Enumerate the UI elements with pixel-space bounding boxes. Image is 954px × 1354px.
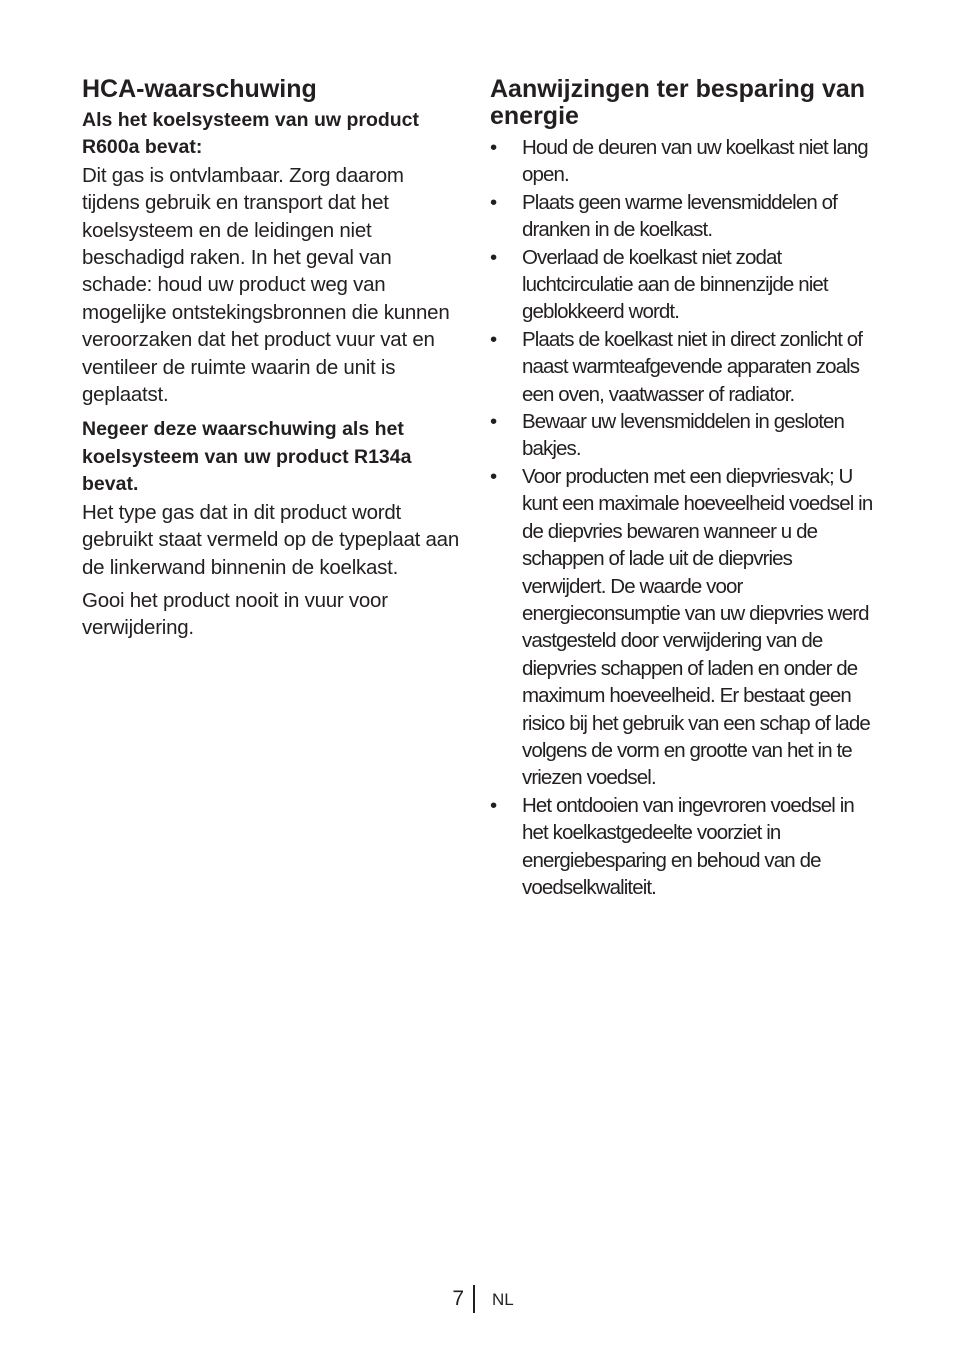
energy-saving-heading: Aanwijzingen ter besparing van energie [490,75,866,130]
list-item [490,408,880,463]
bullet-icon: • [490,190,498,214]
list-item-text: Houd de deuren van uw koelkast niet lang open. [522,136,868,187]
r600a-subheading: Als het koelsysteem van uw product R600a bevat: [82,109,420,159]
hca-warning-heading: HCA-waarschuwing [82,75,317,103]
right-column [490,76,880,901]
page-number: 7 [452,1287,464,1310]
left-column [82,76,466,642]
disposal-paragraph: Gooi het product nooit in vuur voor verwijdering. [82,588,388,640]
list-item-text: Het ontdooien van ingevroren voedsel in het koelkastgedeelte voorziet in energiebesparing en behoud van de voedselkwaliteit. [522,793,854,899]
r134a-subheading: Negeer deze waarschuwing als het koelsysteem van uw product R134a bevat. [82,418,412,496]
list-item [490,134,880,189]
bullet-icon: • [490,327,498,351]
list-item [490,244,880,326]
bullet-icon: • [490,136,498,159]
bullet-icon: • [490,410,498,434]
list-item-text: Voor producten met een diepvriesvak; U kunt een maximale hoeveelheid voedsel in de diepvries bewaren wanneer u de schappen of lade uit de diepvries verwijdert. De waarde voor energieconsumptie van uw diepvries werd vastgesteld door verwijdering van de diepvries schappen of laden en onder de maximum hoeveelheid. Er bestaat geen risico bij het gebruik van een schap of lade volgens de vorm en grootte van het in te vriezen voedsel. [522,464,873,790]
bullet-icon: • [490,464,498,488]
list-item [490,189,880,244]
list-item [490,463,880,792]
list-item-text: Bewaar uw levensmiddelen in gesloten bakjes. [522,410,845,461]
energy-tips-list [490,134,880,901]
list-item [490,326,880,408]
list-item [490,792,880,902]
list-item-text: Plaats geen warme levensmiddelen of dranken in de koelkast. [522,190,837,242]
gas-type-paragraph: Het type gas dat in dit product wordt gebruikt staat vermeld op de typeplaat aan de linkerwand binnenin de koelkast. [82,500,459,579]
bullet-icon: • [490,245,498,269]
list-item-text: Overlaad de koelkast niet zodat luchtcirculatie aan de binnenzijde niet geblokkeerd wordt. [522,245,828,324]
bullet-icon: • [490,793,498,817]
language-code: NL [492,1290,514,1309]
flammable-gas-paragraph: Dit gas is ontvlambaar. Zorg daarom tijdens gebruik en transport dat het koelsysteem en de leidingen niet beschadigd raken. In het geval van schade: houd uw product weg van mogelijke ontstekingsbronnen die kunnen veroorzaken dat het product vuur vat en ventileer de ruimte waarin de unit is geplaatst. [82,163,450,407]
footer-divider [473,1285,475,1313]
page-footer [0,1285,954,1313]
list-item-text: Plaats de koelkast niet in direct zonlicht of naast warmteafgevende apparaten zoals een oven, vaatwasser of radiator. [522,327,863,406]
